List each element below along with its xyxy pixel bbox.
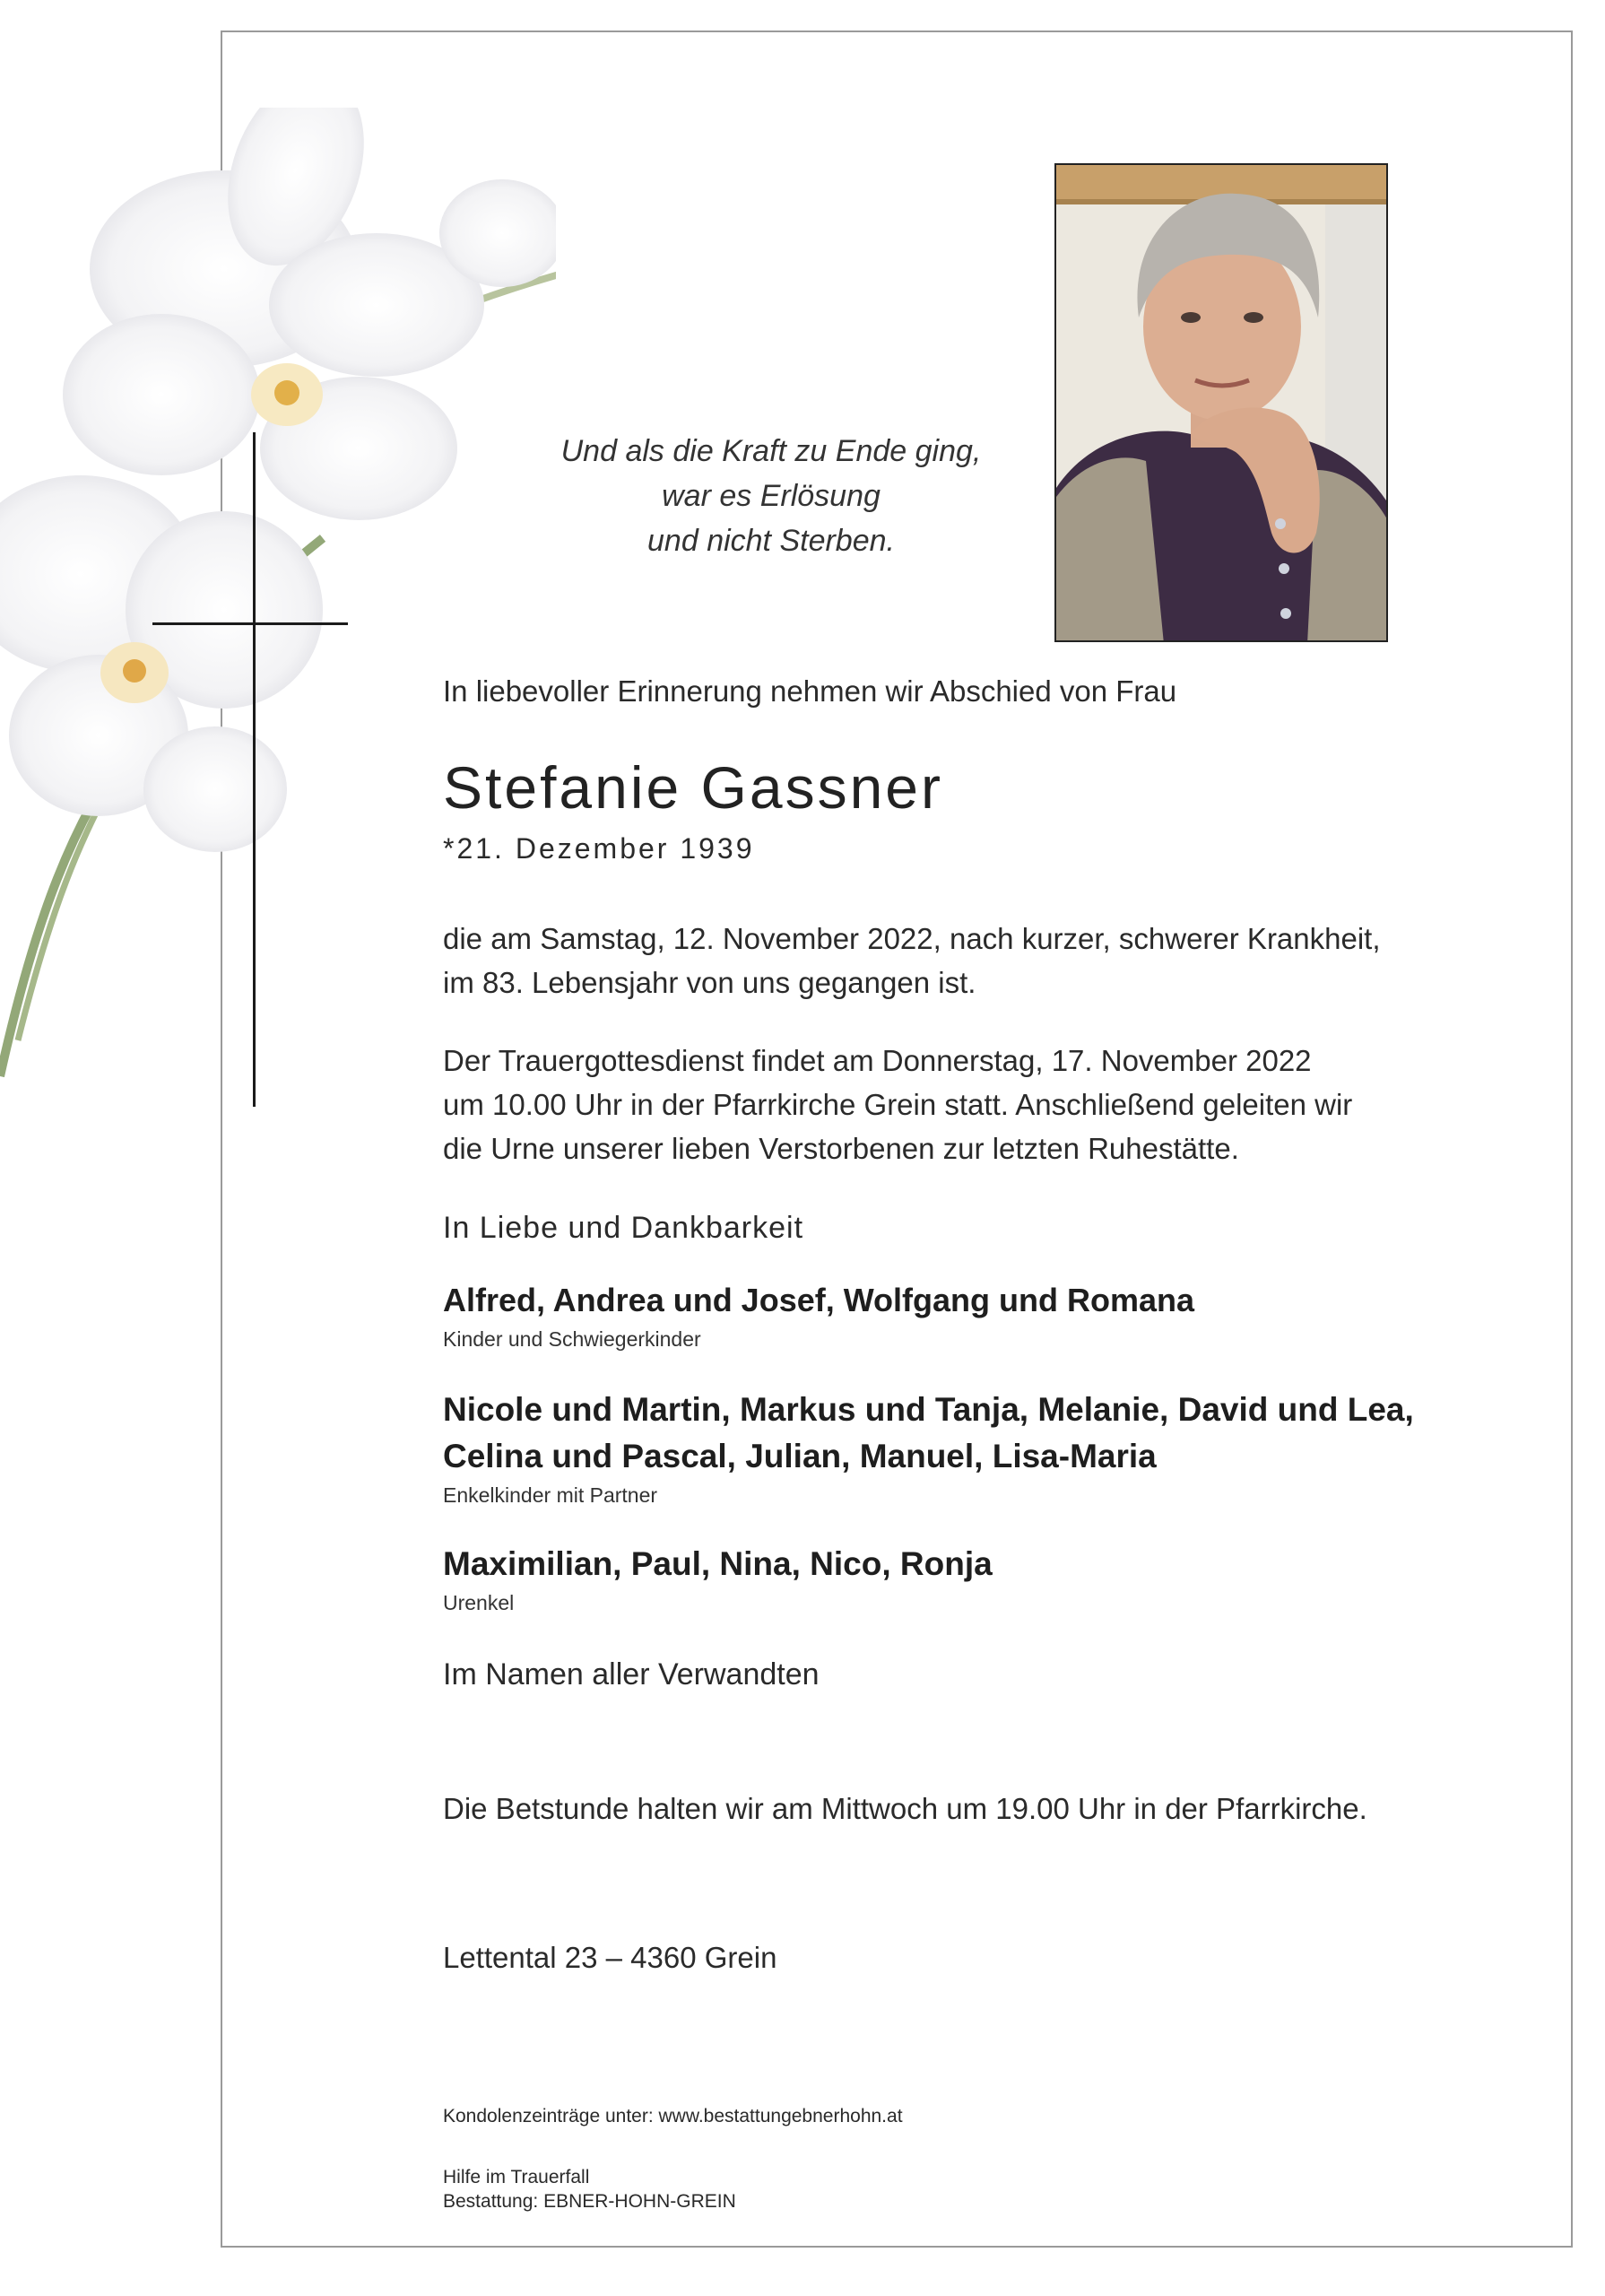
- family-relation: Kinder und Schwiegerkinder: [443, 1327, 701, 1351]
- family-relation: Enkelkinder mit Partner: [443, 1483, 658, 1507]
- family-names: Nicole und Martin, Markus und Tanja, Melanie, David und Lea,: [443, 1391, 1414, 1428]
- condolence-note: Kondolenzeinträge unter: www.bestattungebnerhohn.at: [443, 2106, 903, 2126]
- cross-vertical: [253, 432, 256, 1107]
- service-paragraph: [443, 1039, 1352, 1170]
- intro-text: In liebevoller Erinnerung nehmen wir Abschied von Frau: [443, 674, 1177, 708]
- cross-horizontal: [152, 622, 348, 625]
- address: Lettental 23 – 4360 Grein: [443, 1941, 777, 1974]
- quote-line: war es Erlösung: [662, 479, 881, 513]
- family-names: Maximilian, Paul, Nina, Nico, Ronja: [443, 1545, 993, 1582]
- quote-line: und nicht Sterben.: [647, 524, 895, 558]
- funeral-home: Bestattung: EBNER-HOHN-GREIN: [443, 2191, 736, 2212]
- paragraph-line: die am Samstag, 12. November 2022, nach kurzer, schwerer Krankheit,: [443, 922, 1381, 955]
- birth-date: *21. Dezember 1939: [443, 832, 755, 865]
- quote-line: Und als die Kraft zu Ende ging,: [560, 434, 982, 468]
- paragraph-line: Der Trauergottesdienst findet am Donnerstag, 17. November 2022: [443, 1044, 1312, 1077]
- paragraph-line: die Urne unserer lieben Verstorbenen zur letzten Ruhestätte.: [443, 1132, 1239, 1165]
- help-label: Hilfe im Trauerfall: [443, 2167, 590, 2187]
- gratitude-line: In Liebe und Dankbarkeit: [443, 1211, 804, 1245]
- family-great-grandchildren: [443, 1541, 993, 1587]
- prayer-hour: Die Betstunde halten wir am Mittwoch um 19.00 Uhr in der Pfarrkirche.: [443, 1792, 1367, 1825]
- family-children: [443, 1277, 1194, 1324]
- quote: [502, 429, 1040, 563]
- portrait-photo: [1054, 163, 1388, 642]
- family-names: Celina und Pascal, Julian, Manuel, Lisa-Maria: [443, 1438, 1157, 1474]
- death-paragraph: [443, 917, 1381, 1004]
- paragraph-line: um 10.00 Uhr in der Pfarrkirche Grein statt. Anschließend geleiten wir: [443, 1088, 1353, 1121]
- portrait-image: [1056, 165, 1388, 642]
- family-names: Alfred, Andrea und Josef, Wolfgang und Romana: [443, 1282, 1195, 1318]
- funeral-service-info: [443, 2165, 736, 2213]
- paragraph-line: im 83. Lebensjahr von uns gegangen ist.: [443, 966, 976, 999]
- family-relation: Urenkel: [443, 1591, 515, 1614]
- deceased-name: Stefanie Gassner: [443, 754, 943, 821]
- relatives-line: Im Namen aller Verwandten: [443, 1657, 820, 1692]
- family-grandchildren: [443, 1387, 1414, 1480]
